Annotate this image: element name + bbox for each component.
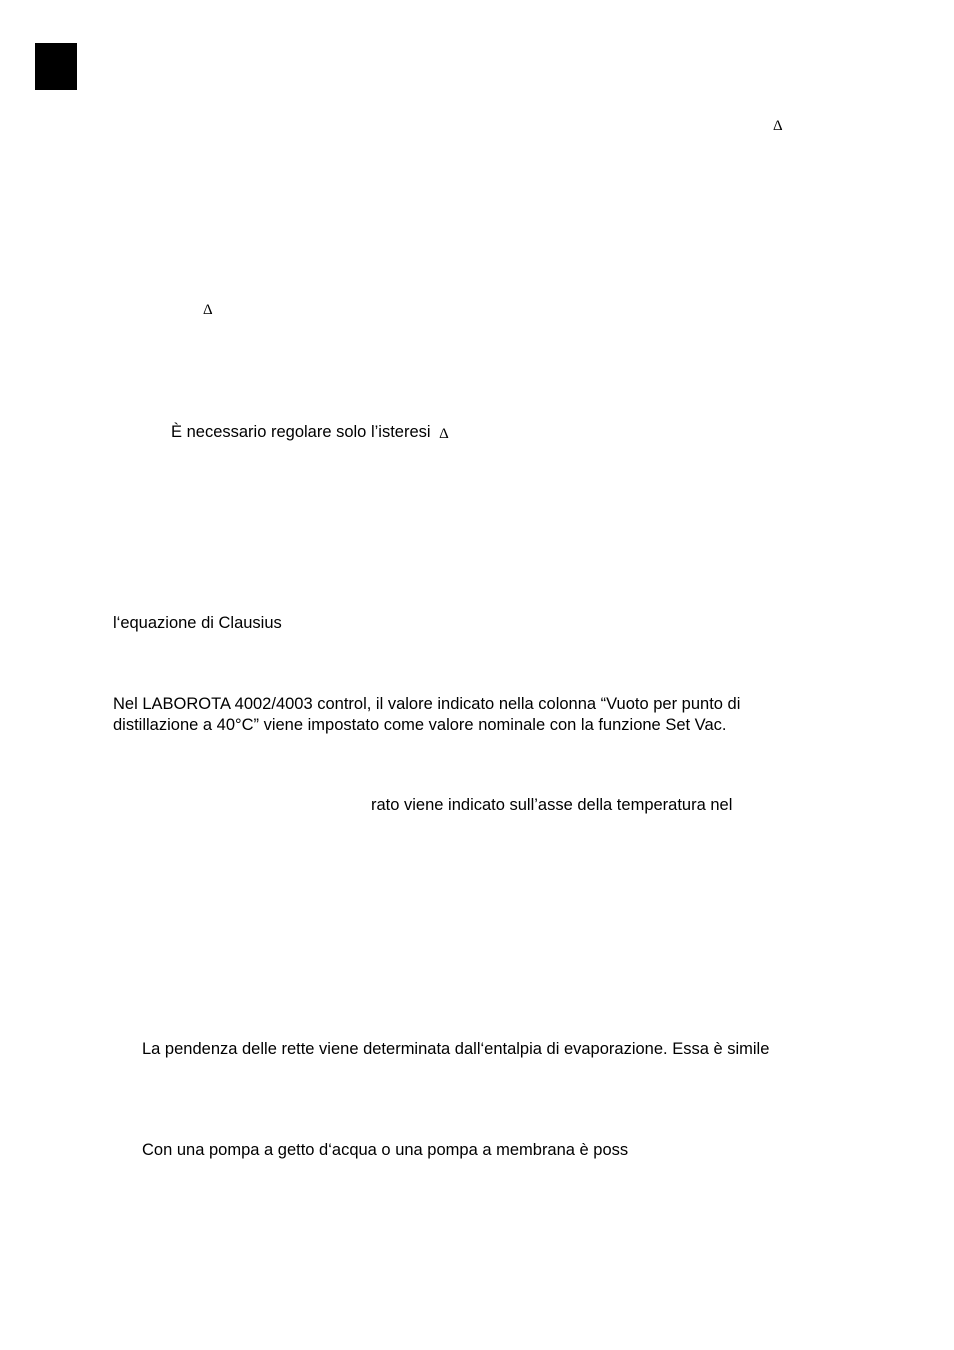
clausius-paragraph: l‘equazione di Clausius bbox=[113, 614, 282, 632]
hysteresis-text: È necessario regolare solo l’isteresi bbox=[171, 423, 431, 441]
delta-symbol-mid: Δ bbox=[203, 302, 213, 318]
laborota-paragraph-line-2: distillazione a 40°C” viene impostato come valore nominale con la funzione Set Vac. bbox=[113, 716, 727, 734]
hysteresis-paragraph bbox=[171, 422, 449, 443]
pump-paragraph: Con una pompa a getto d‘acqua o una pompa a membrana è poss bbox=[142, 1141, 629, 1159]
hysteresis-delta: Δ bbox=[439, 426, 449, 442]
temperature-axis-paragraph: rato viene indicato sull’asse della temperatura nel bbox=[371, 796, 733, 814]
page-corner-marker bbox=[35, 43, 77, 90]
delta-symbol-top: Δ bbox=[773, 118, 783, 134]
slope-paragraph: La pendenza delle rette viene determinata dall‘entalpia di evaporazione. Essa è simile bbox=[142, 1040, 770, 1058]
laborota-paragraph-line-1: Nel LABOROTA 4002/4003 control, il valore indicato nella colonna “Vuoto per punto di bbox=[113, 695, 741, 713]
